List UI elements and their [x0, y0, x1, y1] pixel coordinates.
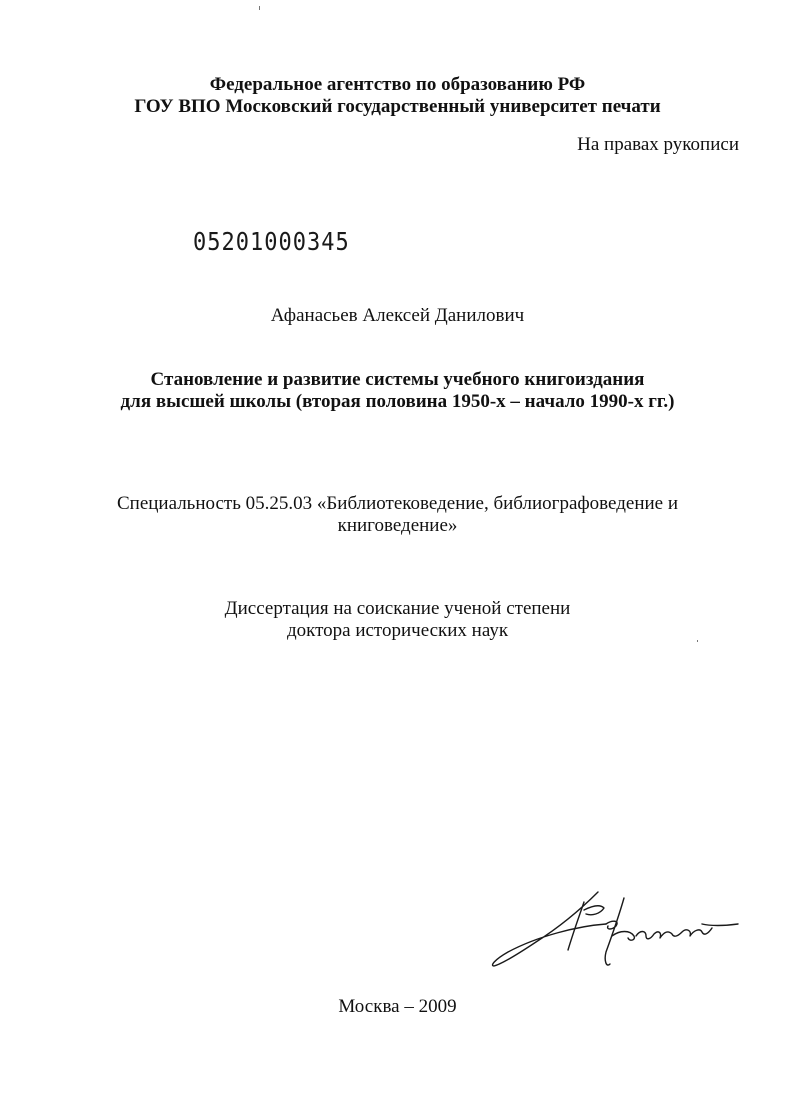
registry-number-stamp: 05201000345 — [193, 228, 350, 257]
dissertation-title-line-2: для высшей школы (вторая половина 1950-х – начало 1990-х гг.) — [120, 391, 675, 412]
degree-line-2: доктора исторических наук — [286, 620, 509, 641]
dissertation-title-line-1: Становление и развитие системы учебного книгоиздания — [150, 369, 645, 390]
specialty-line-1: Специальность 05.25.03 «Библиотековедение, библиографоведение и — [116, 493, 679, 514]
specialty-line-2: книговедение» — [337, 515, 458, 536]
agency-name: Федеральное агентство по образованию РФ — [209, 74, 586, 95]
scan-mark — [259, 6, 260, 10]
manuscript-note: На правах рукописи — [577, 134, 739, 155]
degree-line-1: Диссертация на соискание ученой степени — [224, 598, 571, 619]
place-and-year: Москва – 2009 — [338, 996, 457, 1017]
university-name: ГОУ ВПО Московский государственный университет печати — [134, 96, 661, 117]
author-signature — [488, 880, 748, 975]
author-name: Афанасьев Алексей Данилович — [270, 305, 525, 326]
